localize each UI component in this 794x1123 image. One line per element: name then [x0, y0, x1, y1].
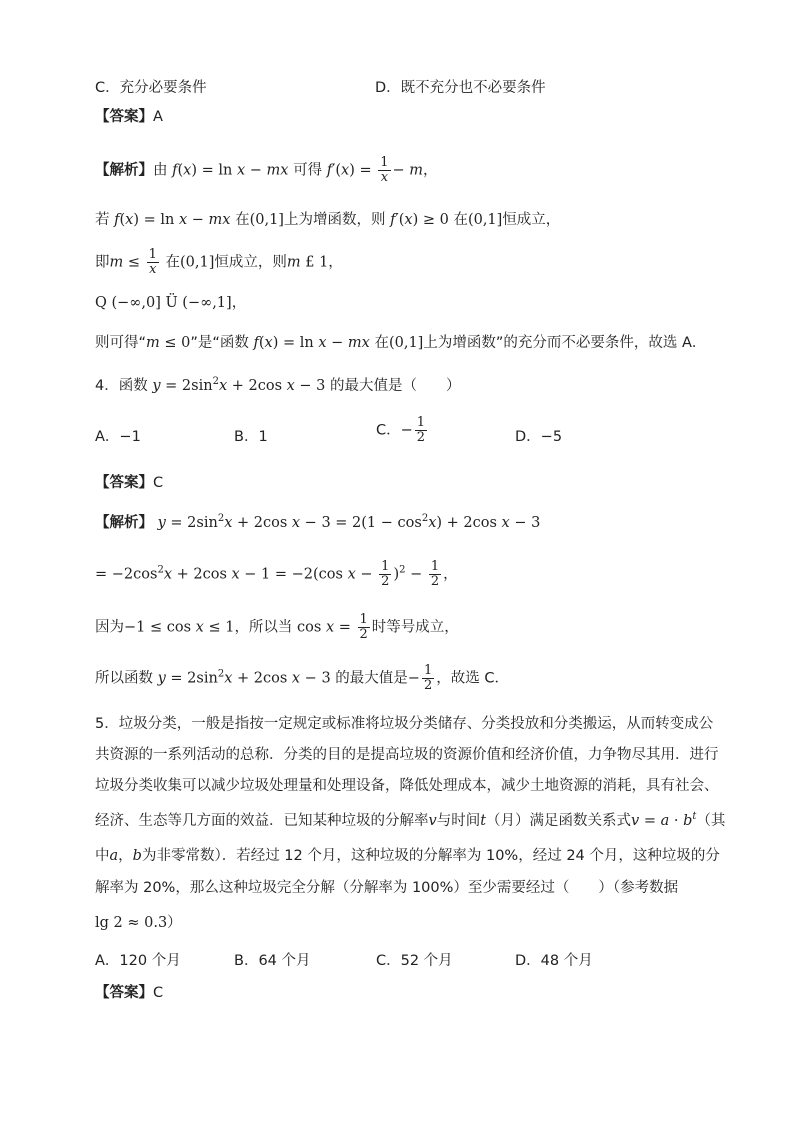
q5-option-a: A．120 个月 — [95, 953, 181, 969]
q5-option-b: B．64 个月 — [234, 953, 311, 969]
q3-analysis-line5: 则可得“m ≤ 0”是“函数 f(x) = ln x − mx 在(0,1]上为增函数”的充分而不必要条件，故选 A． — [95, 335, 707, 351]
q5-paragraph-line2: 共资源的一系列活动的总称．分类的目的是提高垃圾的资源价值和经济价值，力争物尽其用．进行 — [95, 747, 719, 763]
q5-paragraph-line3: 垃圾分类收集可以减少垃圾处理量和处理设备，降低处理成本，减少土地资源的消耗，具有社会、 — [95, 778, 719, 794]
q4-analysis-line2: = $-2\cos^2x + 2\cos$ x − 1 = −2(cos x − $\frac{1}{2}$ )$^2$ − $\frac{1}{2}$ ， — [95, 559, 458, 589]
q3-analysis-line3: 即m ≤ $\frac{1}{x}$ 在(0,1]恒成立，则m £ 1， — [95, 247, 343, 277]
q3-analysis-line1: 【解析】由 f(x) = ln x − mx 可得 f′(x) = $\frac{1}{x}$ − m， — [95, 155, 438, 185]
q3-option-d: D．既不充分也不必要条件 — [375, 80, 546, 96]
q5-paragraph-line5: 中a，b为非零常数）．若经过 12 个月，这种垃圾的分解率为 10%，经过 24 个月，这种垃圾的分 — [95, 848, 720, 864]
q4-stem: 4．函数 $y = 2\sin^2x + 2\cos$ x − 3 的最大值是（ ） — [95, 376, 461, 394]
q5-paragraph-line4: 经济、生态等几方面的效益．已知某种垃圾的分解率v与时间t（月）满足函数关系式$v = a \cdot b^t$（其 — [95, 811, 726, 829]
q3-analysis-line2: 若 f(x) = ln x − mx 在(0,1]上为增函数，则 f′(x) ≥ 0 在(0,1]恒成立， — [95, 212, 561, 228]
q5-option-c: C．52 个月 — [376, 953, 453, 969]
q5-option-d: D．48 个月 — [515, 953, 593, 969]
q4-analysis-line1: 【解析】 $y = 2\sin^2x + 2\cos$ $x - 3 = 2(1 - \cos^2x) + 2\cos$ x − 3 — [95, 513, 541, 531]
q4-answer: 【答案】C — [95, 475, 164, 491]
q5-paragraph-line1: 5．垃圾分类，一般是指按一定规定或标准将垃圾分类储存、分类投放和分类搬运，从而转变成公 — [95, 716, 714, 732]
q3-answer: 【答案】A — [95, 109, 163, 125]
q5-answer: 【答案】C — [95, 985, 164, 1001]
q4-option-c: C．− $\frac{1}{2}$ — [376, 415, 426, 445]
q4-option-d: D．−5 — [515, 429, 563, 445]
q5-paragraph-line7: lg 2 ≈ 0.3） — [95, 915, 182, 931]
q5-paragraph-line6: 解率为 20%，那么这种垃圾完全分解（分解率为 100%）至少需要经过（ ）（参考数据 — [95, 880, 679, 896]
q3-option-c: C．充分必要条件 — [95, 80, 207, 96]
q3-analysis-line4: Q (−∞,0] Ü (−∞,1]， — [95, 295, 247, 311]
q4-analysis-line3: 因为−1 ≤ cos x ≤ 1，所以当 cos x = $\frac{1}{2}$ 时等号成立， — [95, 612, 459, 642]
q4-option-a: A．−1 — [95, 429, 141, 445]
q4-option-b: B．1 — [234, 429, 268, 445]
q4-analysis-line4: 所以函数 $y = 2\sin^2x + 2\cos$ x − 3 的最大值是− $\frac{1}{2}$ ，故选 C． — [95, 663, 509, 693]
